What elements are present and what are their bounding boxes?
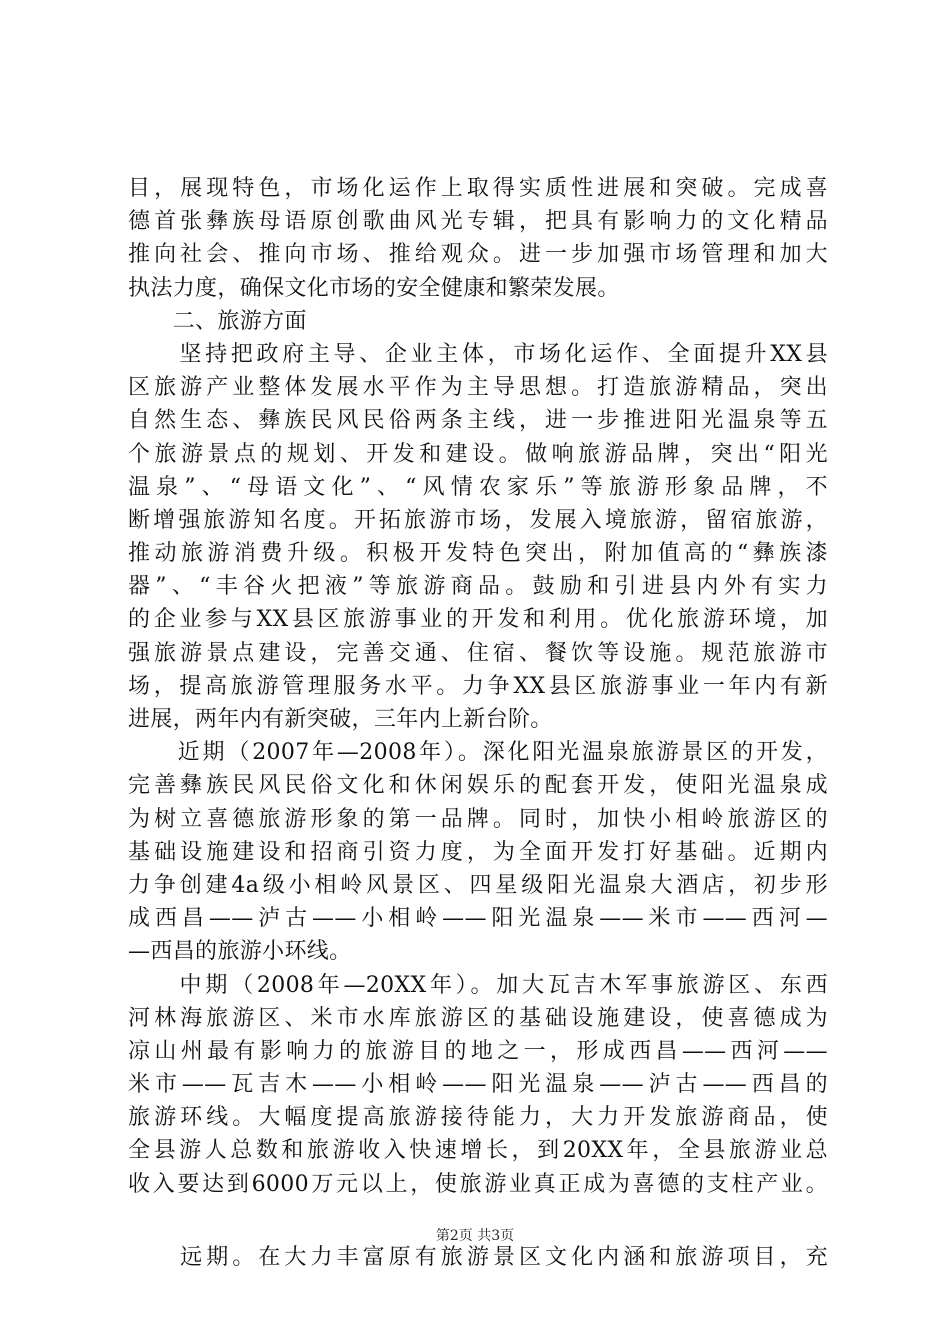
text-line: 器”、“丰谷火把液”等旅游商品。鼓励和引进县内外有实力	[128, 574, 828, 600]
text-line: 河林海旅游区、米市水库旅游区的基础设施建设，使喜德成为	[128, 1005, 828, 1031]
text-line: 场，提高旅游管理服务水平。力争XX县区旅游事业一年内有新	[128, 673, 828, 699]
text-line: 的企业参与XX县区旅游事业的开发和利用。优化旅游环境，加	[128, 607, 828, 633]
text-line: 推动旅游消费升级。积极开发特色突出，附加值高的“彝族漆	[128, 541, 828, 567]
text-line: 为树立喜德旅游形象的第一品牌。同时，加快小相岭旅游区的	[128, 806, 828, 832]
text-line: —西昌的旅游小环线。	[128, 939, 352, 965]
text-line: 德首张彝族母语原创歌曲风光专辑，把具有影响力的文化精品	[128, 209, 828, 235]
text-line: 执法力度，确保文化市场的安全健康和繁荣发展。	[128, 275, 620, 301]
text-line: 旅游环线。大幅度提高旅游接待能力，大力开发旅游商品，使	[128, 1105, 828, 1131]
page-footer: 第2页 共3页	[435, 1228, 515, 1244]
text-line: 坚持把政府主导、企业主体，市场化运作、全面提升XX县	[128, 341, 828, 367]
text-line: 米市——瓦吉木——小相岭——阳光温泉——泸古——西昌的	[128, 1072, 828, 1098]
text-line: 区旅游产业整体发展水平作为主导思想。打造旅游精品，突出	[128, 375, 828, 401]
text-line: 目，展现特色，市场化运作上取得实质性进展和突破。完成喜	[128, 176, 828, 201]
text-line: 全县游人总数和旅游收入快速增长，到20XX年，全县旅游业总	[128, 1138, 828, 1164]
text-line: 完善彝族民风民俗文化和休闲娱乐的配套开发，使阳光温泉成	[128, 773, 828, 799]
text-line: 远期。在大力丰富原有旅游景区文化内涵和旅游项目，充	[128, 1244, 828, 1270]
section-heading: 二、旅游方面	[128, 308, 307, 334]
text-line: 断增强旅游知名度。开拓旅游市场，发展入境旅游，留宿旅游，	[128, 507, 828, 533]
document-body	[128, 172, 828, 1274]
text-line: 温泉”、“母语文化”、“风情农家乐”等旅游形象品牌，不	[128, 474, 828, 500]
text-line: 力争创建4a级小相岭风景区、四星级阳光温泉大酒店，初步形	[128, 872, 828, 898]
text-line: 收入要达到6000万元以上，使旅游业真正成为喜德的支柱产业。	[128, 1171, 828, 1197]
text-line: 成西昌——泸古——小相岭——阳光温泉——米市——西河—	[128, 906, 828, 932]
text-line: 基础设施建设和招商引资力度，为全面开发打好基础。近期内	[128, 839, 828, 865]
text-line: 个旅游景点的规划、开发和建设。做响旅游品牌，突出“阳光	[128, 441, 828, 467]
text-line: 自然生态、彝族民风民俗两条主线，进一步推进阳光温泉等五	[128, 408, 828, 434]
text-line: 近期（2007年—2008年）。深化阳光温泉旅游景区的开发，	[128, 740, 828, 766]
text-line: 进展，两年内有新突破，三年内上新台阶。	[128, 707, 553, 732]
text-line: 中期（2008年—20XX年）。加大瓦吉木军事旅游区、东西	[128, 972, 828, 998]
text-line: 强旅游景点建设，完善交通、住宿、餐饮等设施。规范旅游市	[128, 640, 828, 666]
text-line: 推向社会、推向市场、推给观众。进一步加强市场管理和加大	[128, 242, 828, 268]
text-line: 凉山州最有影响力的旅游目的地之一，形成西昌——西河——	[128, 1038, 828, 1064]
